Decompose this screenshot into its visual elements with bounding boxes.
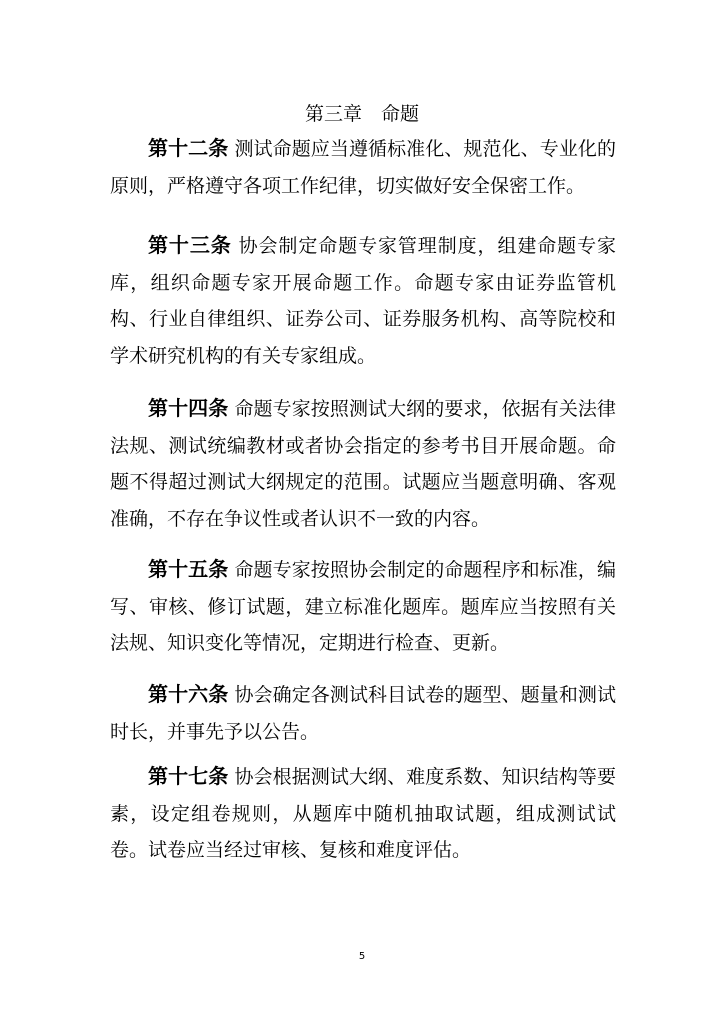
article-text: 命题专家按照测试大纲的要求，依据有关法律法规、测试统编教材或者协会指定的参考书目开展命题。命题不得超过测试大纲规定的范围。试题应当题意明确、客观准确，不存在争议性或者认识不一致的内容。 [110,398,616,530]
article-text: 协会确定各测试科目试卷的题型、题量和测试时长，并事先予以公告。 [110,684,616,743]
article-number: 第十六条 [148,682,229,706]
chapter-title: 第三章 命题 [304,103,419,125]
page-number: 5 [358,951,366,962]
article-text: 协会根据测试大纲、难度系数、知识结构等要素，设定组卷规则，从题库中随机抽取试题，组成测试试卷。试卷应当经过审核、复核和难度评估。 [110,766,616,861]
article-15 [110,551,616,662]
article-14 [110,390,616,537]
article-16 [110,676,616,750]
article-text: 协会制定命题专家管理制度，组建命题专家库，组织命题专家开展命题工作。命题专家由证券监管机构、行业自律组织、证券公司、证券服务机构、高等院校和学术研究机构的有关专家组成。 [110,235,616,367]
article-number: 第十二条 [148,136,229,160]
article-text: 测试命题应当遵循标准化、规范化、专业化的原则，严格遵守各项工作纪律，切实做好安全保密工作。 [110,138,616,197]
article-13 [110,227,616,374]
article-number: 第十五条 [148,557,229,581]
article-number: 第十四条 [148,396,229,420]
article-17 [110,758,616,869]
article-number: 第十七条 [148,764,229,788]
article-text: 命题专家按照协会制定的命题程序和标准，编写、审核、修订试题，建立标准化题库。题库应当按照有关法规、知识变化等情况，定期进行检查、更新。 [110,559,616,654]
article-number: 第十三条 [148,233,232,257]
article-12 [110,130,616,204]
